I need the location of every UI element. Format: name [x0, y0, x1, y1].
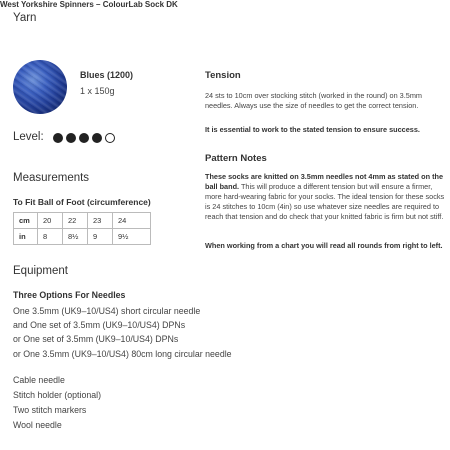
table-cell: 8½ — [63, 229, 88, 245]
needle-option-line: One 3.5mm (UK9–10/US4) short circular needle — [13, 306, 201, 316]
table-cell: 20 — [38, 213, 63, 229]
level-dot-filled-icon — [53, 133, 63, 143]
pattern-notes-body — [205, 172, 447, 222]
level-label: Level: — [13, 131, 44, 143]
table-row — [14, 229, 151, 245]
equipment-heading: Equipment — [13, 265, 68, 277]
pattern-notes-heading: Pattern Notes — [205, 153, 267, 164]
level-dot-filled-icon — [66, 133, 76, 143]
measurements-heading: Measurements — [13, 172, 90, 184]
table-cell: 24 — [113, 213, 151, 229]
tension-emphasis: It is essential to work to the stated tension to ensure success. — [205, 125, 420, 134]
table-row-header: cm — [14, 213, 38, 229]
level-rating — [53, 133, 115, 143]
table-cell: 9½ — [113, 229, 151, 245]
chart-reading-note: When working from a chart you will read all rounds from right to left. — [205, 241, 443, 250]
equipment-item: Cable needle — [13, 375, 65, 385]
yarn-quantity: 1 x 150g — [80, 86, 115, 96]
table-cell: 9 — [88, 229, 113, 245]
equipment-item: Stitch holder (optional) — [13, 390, 102, 400]
level-dot-filled-icon — [92, 133, 102, 143]
equipment-item: Two stitch markers — [13, 405, 87, 415]
yarn-colour: Blues (1200) — [80, 70, 134, 80]
yarn-name: West Yorkshire Spinners – ColourLab Sock DK — [0, 0, 178, 9]
table-row-header: in — [14, 229, 38, 245]
needle-option-line: and One set of 3.5mm (UK9–10/US4) DPNs — [13, 320, 186, 330]
table-cell: 8 — [38, 229, 63, 245]
yarn-heading: Yarn — [13, 12, 37, 24]
table-cell: 22 — [63, 213, 88, 229]
needle-option-line: or One 3.5mm (UK9–10/US4) 80cm long circular needle — [13, 349, 232, 359]
tension-heading: Tension — [205, 70, 241, 81]
table-cell: 23 — [88, 213, 113, 229]
level-dot-filled-icon — [79, 133, 89, 143]
yarn-ball-image — [13, 60, 67, 114]
needles-heading: Three Options For Needles — [13, 290, 126, 300]
pattern-notes-intro: These socks are knitted on 3.5mm needles not 4mm as stated on the ball band. — [205, 172, 444, 191]
level-dot-empty-icon — [105, 133, 115, 143]
table-row — [14, 213, 151, 229]
equipment-item: Wool needle — [13, 420, 62, 430]
size-table — [13, 212, 151, 245]
needle-option-line: or One set of 3.5mm (UK9–10/US4) DPNs — [13, 334, 179, 344]
fit-label: To Fit Ball of Foot (circumference) — [13, 197, 151, 207]
pattern-notes-text: This will produce a different tension but will ensure a firmer, more hard-wearing fabric for your socks. The ideal tension for these socks is 24 stitches to 10cm (4in) so use whatever size needles are required to reach that tension and do check that your knitted fabric is firm but not stiff. — [205, 182, 445, 221]
tension-body: 24 sts to 10cm over stocking stitch (worked in the round) on 3.5mm needles. Always use the size of needles to get the correct tension. — [205, 91, 422, 110]
